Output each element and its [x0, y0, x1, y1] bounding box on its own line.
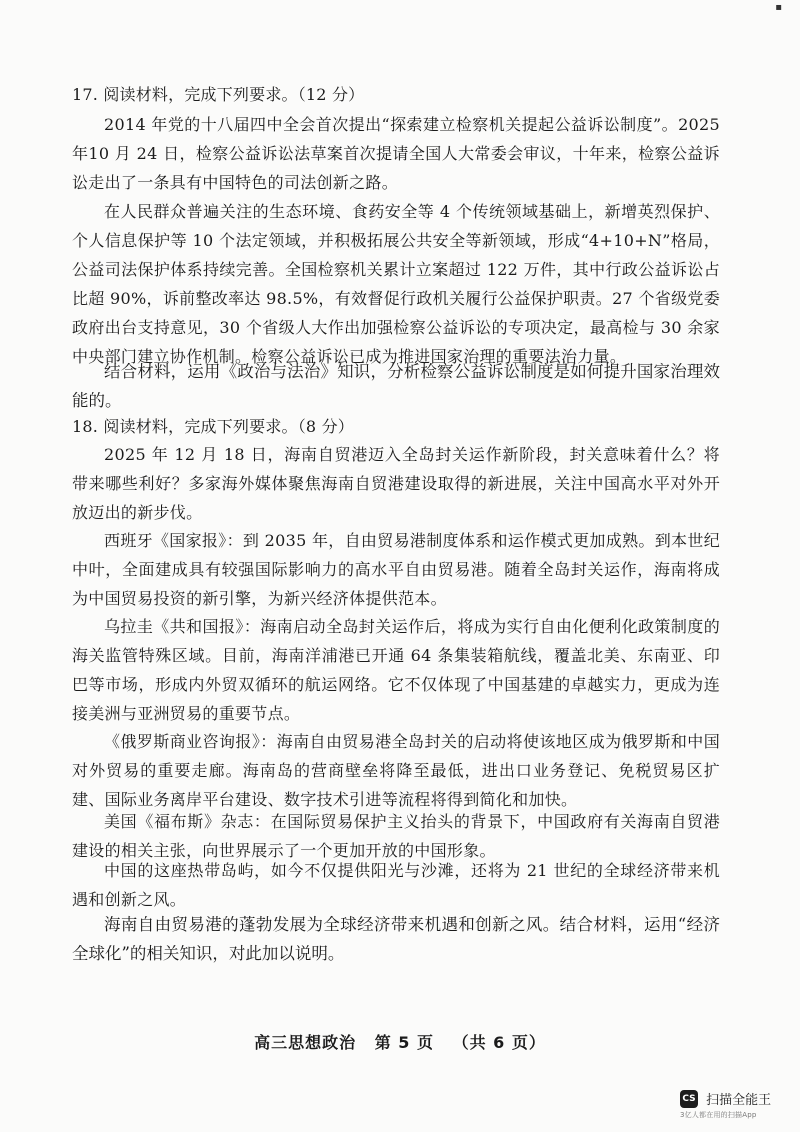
scanner-watermark: [680, 1088, 790, 1120]
question-17-requirement: 结合材料，运用《政治与法治》知识，分析检察公益诉讼制度是如何提升国家治理效能的。: [72, 362, 720, 410]
watermark-tagline: 3亿人都在用的扫描App: [680, 1111, 757, 1119]
footer-page-number: 第 5 页: [374, 1033, 434, 1052]
question-18-paragraph-3: 乌拉圭《共和国报》：海南启动全岛封关运作后，将成为实行自由化便利化政策制度的海关监管特殊区域。目前，海南洋浦港已开通 64 条集装箱航线，覆盖北美、东南亚、印巴等市场，形成内外贸双循环的航运网络。它不仅体现了中国基建的卓越实力，更成为连接美洲与亚洲贸易的重要节点。: [72, 617, 720, 723]
question-18-paragraph-5: 美国《福布斯》杂志：在国际贸易保护主义抬头的背景下，中国政府有关海南自贸港建设的相关主张，向世界展示了一个更加开放的中国形象。: [72, 812, 720, 860]
question-17-title: 17. 阅读材料，完成下列要求。（12 分）: [72, 85, 365, 104]
question-17-paragraph-1: 2014 年党的十八届四中全会首次提出“探索建立检察机关提起公益诉讼制度”。2025 年10 月 24 日，检察公益诉讼法草案首次提请全国人大常委会审议，十年来，检察公益诉讼走出了一条具有中国特色的司法创新之路。: [72, 115, 720, 192]
question-18-paragraph-6: 中国的这座热带岛屿，如今不仅提供阳光与沙滩，还将为 21 世纪的全球经济带来机遇和创新之风。: [72, 861, 720, 909]
question-18-title: 18. 阅读材料，完成下列要求。（8 分）: [72, 417, 354, 436]
camscanner-logo-icon: CS: [680, 1090, 698, 1108]
question-18-paragraph-4: 《俄罗斯商业咨询报》：海南自由贸易港全岛封关的启动将使该地区成为俄罗斯和中国对外贸易的重要走廊。海南岛的营商壁垒将降至最低，进出口业务登记、免税贸易区扩建、国际业务离岸平台建设、数字技术引进等流程将得到简化和加快。: [72, 732, 720, 809]
question-18-paragraph-2: 西班牙《国家报》：到 2035 年，自由贸易港制度体系和运作模式更加成熟。到本世纪中叶，全面建成具有较强国际影响力的高水平自由贸易港。随着全岛封关运作，海南将成为中国贸易投资的新引擎，为新兴经济体提供范本。: [72, 531, 720, 608]
corner-mark: ▪: [775, 2, 782, 13]
question-18-requirement: 海南自由贸易港的蓬勃发展为全球经济带来机遇和创新之风。结合材料，运用“经济全球化”的相关知识，对此加以说明。: [72, 915, 720, 963]
footer-total-pages: （共 6 页）: [452, 1033, 546, 1052]
watermark-app-name: 扫描全能王: [706, 1093, 772, 1108]
page-footer: [0, 1030, 800, 1053]
question-18-paragraph-1: 2025 年 12 月 18 日，海南自贸港迈入全岛封关运作新阶段，封关意味着什么？将带来哪些利好？多家海外媒体聚焦海南自贸港建设取得的新进展，关注中国高水平对外开放迈出的新步伐。: [72, 445, 720, 522]
question-17-paragraph-2: 在人民群众普遍关注的生态环境、食药安全等 4 个传统领域基础上，新增英烈保护、个人信息保护等 10 个法定领域，并积极拓展公共安全等新领域，形成“4+10+N”格局，公益司法保护体系持续完善。全国检察机关累计立案超过 122 万件，其中行政公益诉讼占比超 90%，诉前整改率达 98.5%，有效督促行政机关履行公益保护职责。27 个省级党委政府出台支持意见，30 个省级人大作出加强检察公益诉讼的专项决定，最高检与 30 余家中央部门建立协作机制。检察公益诉讼已成为推进国家治理的重要法治力量。: [72, 202, 720, 366]
footer-subject: 高三思想政治: [254, 1033, 357, 1052]
